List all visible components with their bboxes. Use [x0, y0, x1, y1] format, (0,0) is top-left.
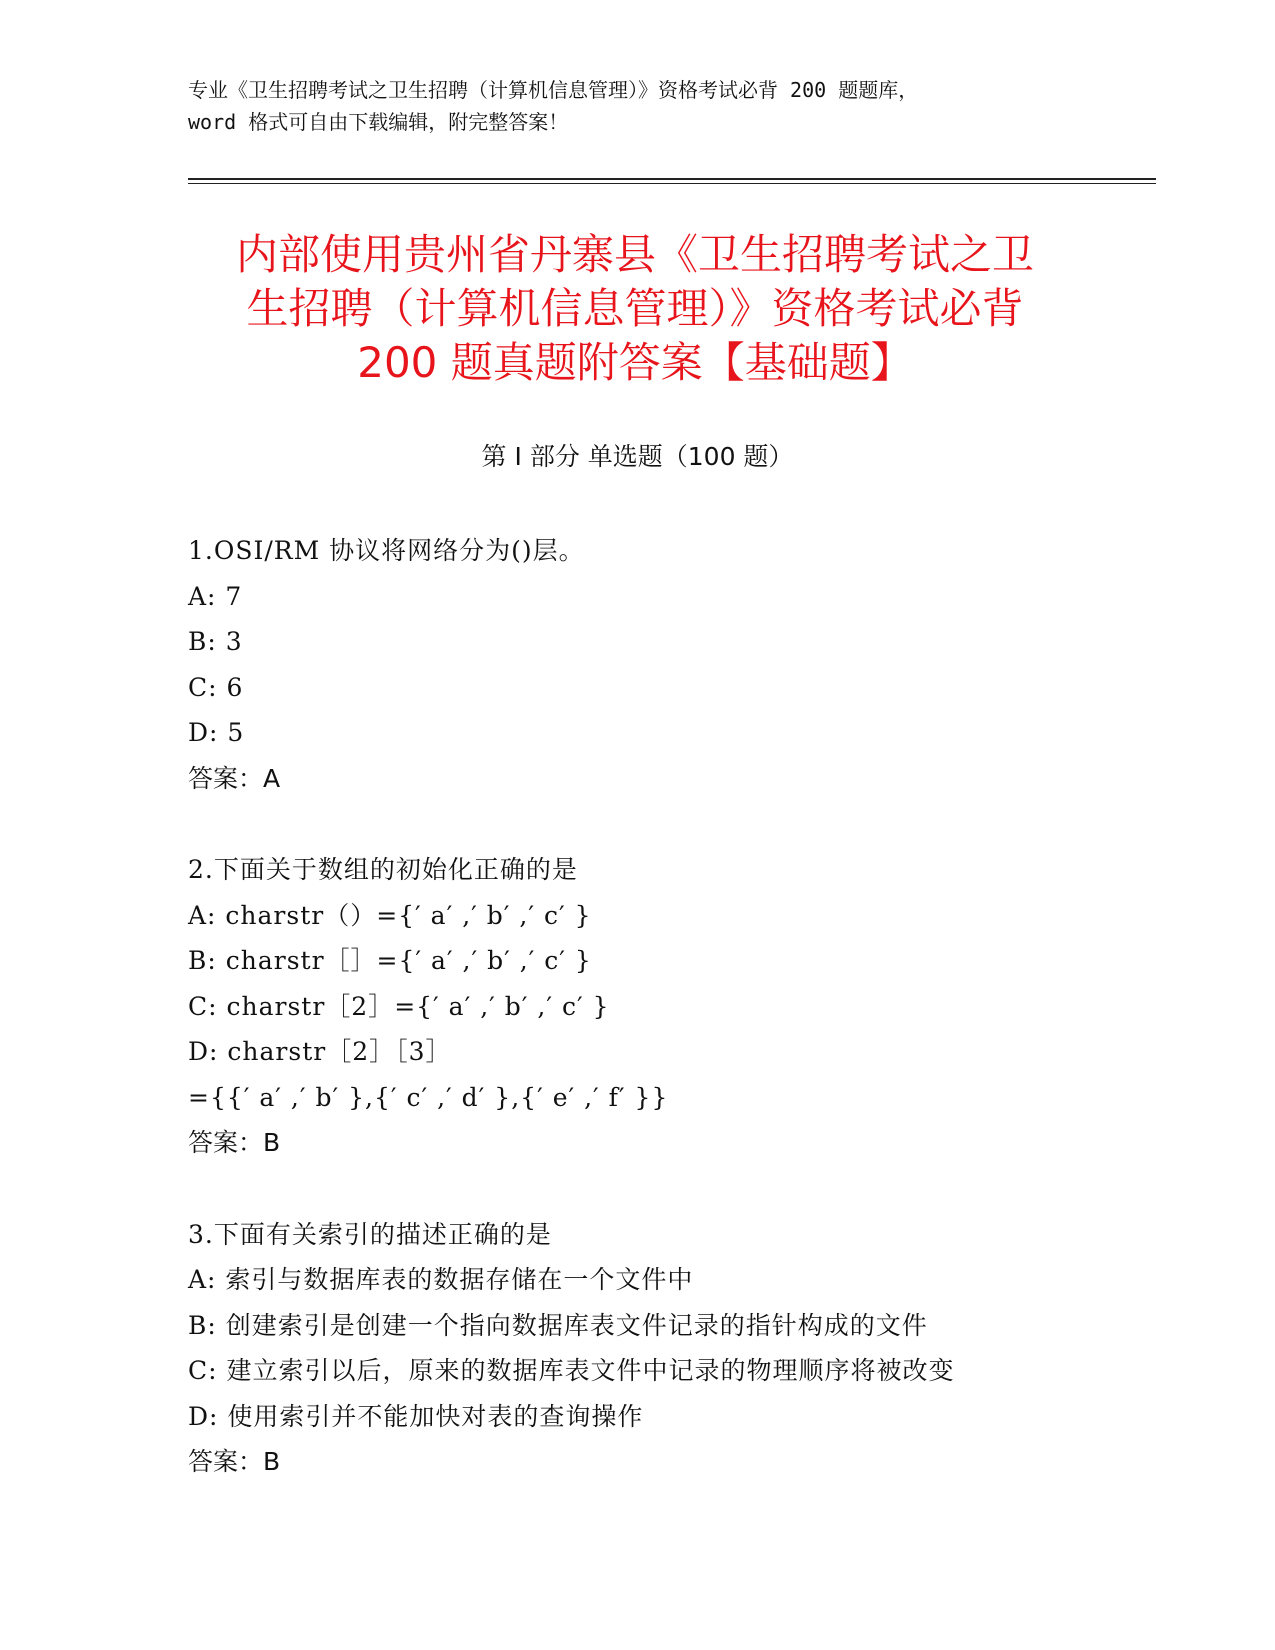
answer-line: 答案：A [188, 763, 281, 793]
header-note-line-2: word 格式可自由下载编辑，附完整答案！ [188, 110, 569, 134]
header-note [188, 74, 1088, 138]
option-d-continuation: ={{′ a′ ,′ b′ },{′ c′ ,′ d′ },{′ e′ ,′ f′ }} [188, 1082, 669, 1112]
header-note-line-1: 专业《卫生招聘考试之卫生招聘（计算机信息管理）》资格考试必背 200 题题库， [188, 78, 919, 102]
option-c: C: charstr［2］={′ a′ ,′ b′ ,′ c′ } [188, 991, 610, 1021]
option-c: C: 建立索引以后，原来的数据库表文件中记录的物理顺序将被改变 [188, 1356, 955, 1385]
document-title-line-1: 内部使用贵州省丹寨县《卫生招聘考试之卫 [235, 230, 1034, 279]
option-d: D: 使用索引并不能加快对表的查询操作 [188, 1401, 644, 1431]
option-d: D: 5 [188, 718, 245, 747]
answer-line: 答案：B [188, 1447, 281, 1476]
option-c: C: 6 [188, 672, 244, 702]
question-stem: 3.下面有关索引的描述正确的是 [188, 1219, 552, 1249]
option-d: D: charstr［2］［3］ [188, 1037, 452, 1066]
document-title-line-2: 生招聘（计算机信息管理）》资格考试必背 [246, 284, 1024, 333]
answer-line: 答案：B [188, 1128, 281, 1157]
question-stem: 2.下面关于数组的初始化正确的是 [188, 855, 578, 884]
header-divider-thick [188, 178, 1156, 180]
document-title [170, 228, 1100, 390]
option-a: A: 索引与数据库表的数据存储在一个文件中 [188, 1265, 694, 1294]
option-b: B: 创建索引是创建一个指向数据库表文件记录的指针构成的文件 [188, 1310, 928, 1340]
option-b: B: charstr［］={′ a′ ,′ b′ ,′ c′ } [188, 946, 592, 975]
question-1 [188, 528, 1128, 801]
question-2 [188, 847, 1128, 1166]
header-divider-thin [188, 183, 1156, 184]
question-3 [188, 1212, 1128, 1485]
document-title-line-3: 200 题真题附答案【基础题】 [357, 338, 913, 387]
question-stem: 1.OSI/RM 协议将网络分为()层。 [188, 536, 585, 565]
option-b: B: 3 [188, 627, 243, 656]
section-heading: 第 I 部分 单选题（100 题） [481, 442, 794, 471]
option-a: A: 7 [188, 581, 243, 611]
option-a: A: charstr（）={′ a′ ,′ b′ ,′ c′ } [188, 900, 592, 930]
question-list [188, 528, 1128, 1531]
